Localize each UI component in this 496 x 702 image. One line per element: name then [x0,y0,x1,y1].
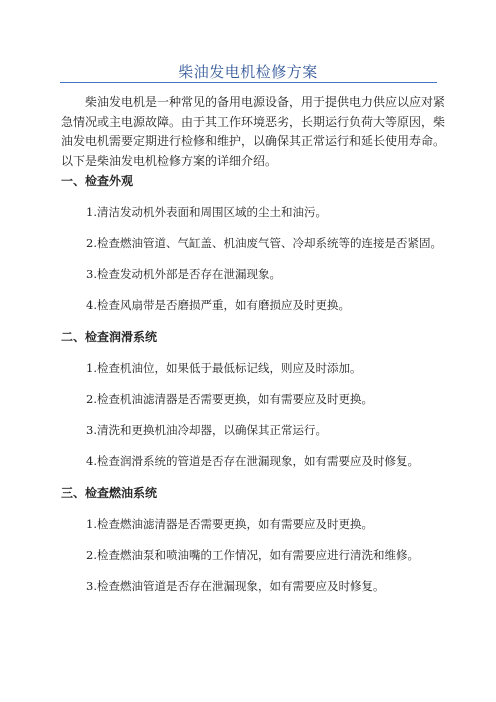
list-item: 1.清洁发动机外表面和周围区域的尘土和油污。 [86,205,327,219]
intro-line: 油发电机需要定期进行检修和维护，以确保其正常运行和延长使用寿命。 [61,134,446,148]
intro-line: 柴油发电机是一种常见的备用电源设备，用于提供电力供应以应对紧 [85,95,446,109]
section-heading-appearance: 一、检查外观 [61,174,134,188]
intro-line: 急情况或主电源故障。由于其工作环境恶劣，长期运行负荷大等原因，柴 [61,114,446,129]
list-item: 4.检查风扇带是否磨损严重，如有磨损应及时更换。 [86,298,350,312]
section-heading-fuel: 三、检查燃油系统 [61,486,158,500]
intro-paragraph [61,93,446,171]
list-item: 4.检查润滑系统的管道是否存在泄漏现象，如有需要应及时修复。 [86,454,419,468]
title-underline [60,82,437,83]
list-item: 1.检查燃油滤清器是否需要更换，如有需要应及时更换。 [86,517,373,531]
document-title: 柴油发电机检修方案 [178,63,318,81]
list-item: 2.检查机油滤清器是否需要更换，如有需要应及时更换。 [86,392,373,406]
list-item: 2.检查燃油管道、气缸盖、机油废气管、冷却系统等的连接是否紧固。 [86,236,442,250]
list-item: 3.检查燃油管道是否存在泄漏现象，如有需要应及时修复。 [86,579,385,593]
list-item: 3.检查发动机外部是否存在泄漏现象。 [86,267,281,281]
intro-line: 以下是柴油发电机检修方案的详细介绍。 [61,153,278,168]
list-item: 3.清洗和更换机油冷却器，以确保其正常运行。 [86,423,327,437]
list-item: 1.检查机油位，如果低于最低标记线，则应及时添加。 [86,361,362,375]
list-item: 2.检查燃油泵和喷油嘴的工作情况，如有需要应进行清洗和维修。 [86,548,419,562]
section-heading-lubrication: 二、检查润滑系统 [61,330,158,344]
